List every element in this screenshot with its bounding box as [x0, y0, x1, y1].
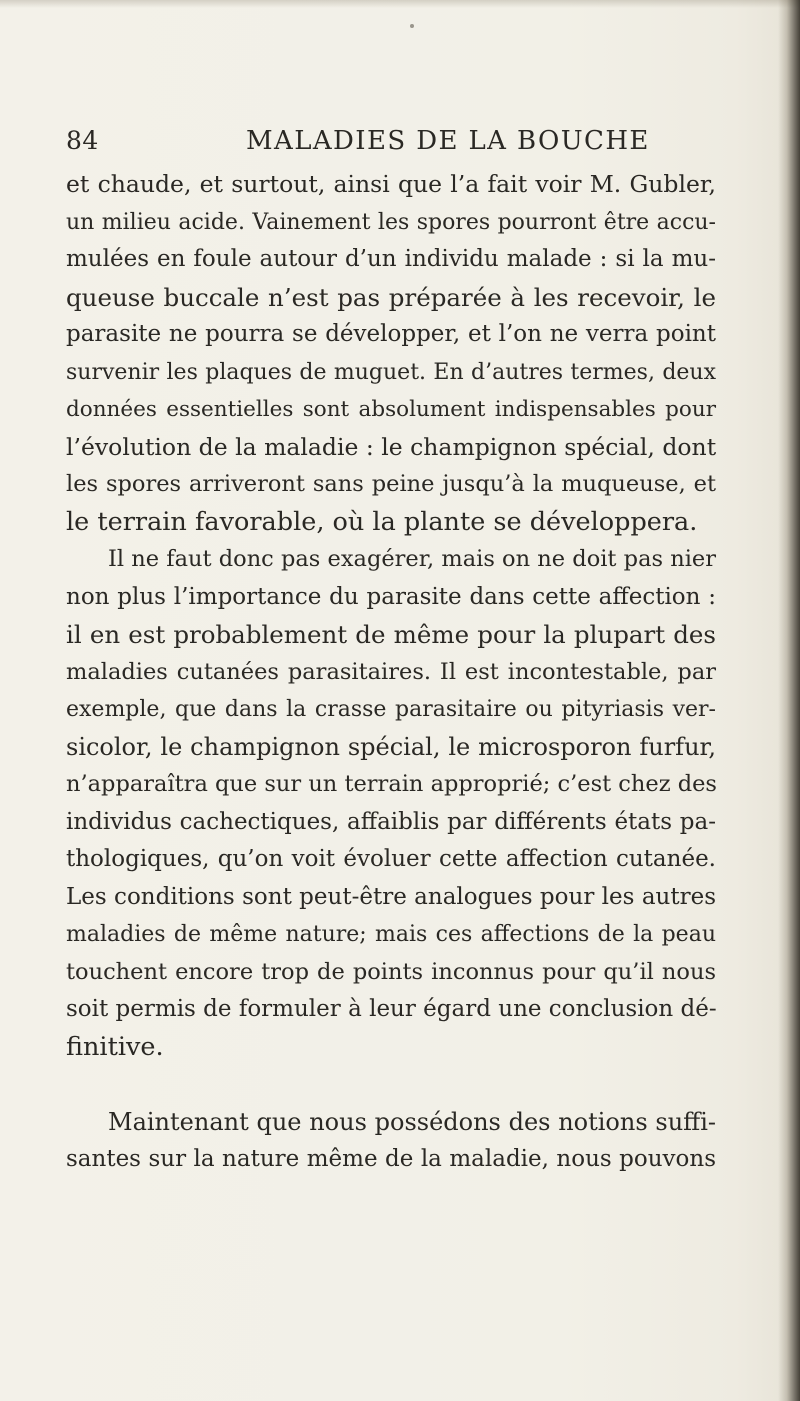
- running-head: [66, 126, 726, 166]
- text-line: Maintenant que nous possédons des notions suffi-: [108, 1107, 716, 1136]
- text-line: Il ne faut donc pas exagérer, mais on ne doit pas nier: [108, 546, 716, 572]
- body-text: [66, 166, 716, 1179]
- text-line: non plus l’importance du parasite dans cette affection :: [66, 583, 716, 610]
- text-line: survenir les plaques de muguet. En d’autres termes, deux: [66, 359, 716, 385]
- ink-speck: [410, 24, 414, 28]
- text-line: queuse buccale n’est pas préparée à les recevoir, le: [66, 282, 716, 312]
- text-line: maladies cutanées parasitaires. Il est incontestable, par: [66, 658, 716, 685]
- text-line: un milieu acide. Vainement les spores pourront être accu-: [66, 209, 716, 235]
- paragraph-gap: [66, 1066, 716, 1104]
- text-line: il en est probablement de même pour la plupart des: [66, 620, 716, 649]
- text-line: mulées en foule autour d’un individu malade : si la mu-: [66, 246, 716, 272]
- text-line: le terrain favorable, où la plante se développera.: [66, 506, 698, 537]
- text-line: parasite ne pourra se développer, et l’on ne verra point: [66, 321, 716, 347]
- text-line: exemple, que dans la crasse parasitaire ou pityriasis ver-: [66, 697, 716, 722]
- page-gutter-shadow: [778, 0, 800, 1401]
- text-line: l’évolution de la maladie : le champignon spécial, dont: [66, 432, 717, 461]
- running-title: MALADIES DE LA BOUCHE: [246, 126, 650, 156]
- page-number: 84: [66, 126, 99, 155]
- text-line: touchent encore trop de points inconnus pour qu’il nous: [66, 958, 716, 985]
- text-line: n’apparaîtra que sur un terrain approprié; c’est chez des: [66, 771, 717, 797]
- text-line: Les conditions sont peut-être analogues pour les autres: [66, 883, 716, 910]
- page-top-shadow: [0, 0, 800, 8]
- text-line: soit permis de formuler à leur égard une conclusion dé-: [66, 996, 717, 1022]
- text-line: données essentielles sont absolument indispensables pour: [66, 397, 716, 422]
- text-line: sicolor, le champignon spécial, le microsporon furfur,: [66, 732, 716, 761]
- text-line: les spores arriveront sans peine jusqu’à la muqueuse, et: [66, 471, 716, 497]
- text-line: finitive.: [66, 1031, 164, 1062]
- text-line: et chaude, et surtout, ainsi que l’a fait voir M. Gubler,: [66, 170, 716, 198]
- text-line: santes sur la nature même de la maladie, nous pouvons: [66, 1146, 716, 1172]
- text-line: maladies de même nature; mais ces affections de la peau: [66, 922, 716, 947]
- text-line: thologiques, qu’on voit évoluer cette affection cutanée.: [66, 846, 716, 872]
- text-line: individus cachectiques, affaiblis par différents états pa-: [66, 808, 716, 835]
